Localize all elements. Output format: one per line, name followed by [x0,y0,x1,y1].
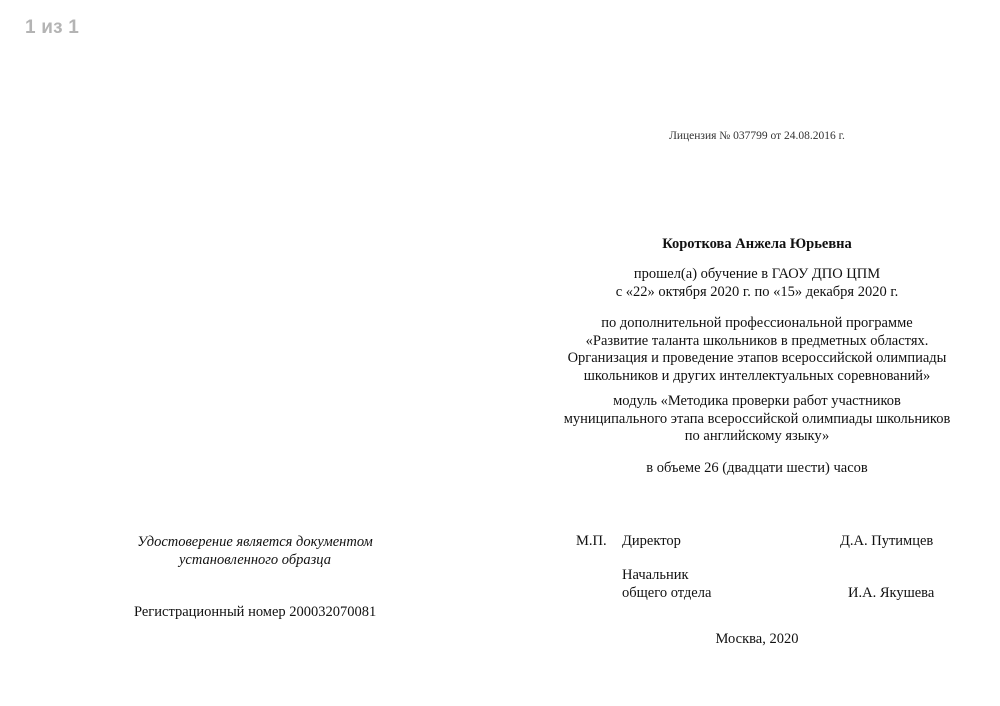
module-line: по английскому языку» [684,428,830,444]
city-year: Москва, 2020 [715,631,799,647]
module-line: муниципального этапа всероссийской олимпиады школьников [563,410,951,427]
recipient-name: Короткова Анжела Юрьевна [662,236,852,252]
certificate-note-line: Удостоверение является документом [137,534,373,550]
training-dates-line: с «22» октября 2020 г. по «15» декабря 2020 г. [615,283,899,300]
program-info [560,315,954,385]
training-info [560,266,954,301]
hours-volume: в объеме 26 (двадцати шести) часов [646,460,868,476]
page-counter: 1 из 1 [25,17,80,38]
director-title: Директор [622,533,681,549]
head-of-department-title [622,567,711,602]
program-line: школьников и других интеллектуальных соревнований» [583,367,931,384]
certificate-note [120,533,390,569]
certificate-note-line: установленного образца [179,552,331,568]
director-name: Д.А. Путимцев [840,533,934,549]
stamp-label: М.П. [576,533,607,549]
module-line: модуль «Методика проверки работ участников [613,393,901,409]
registration-number: Регистрационный номер 200032070081 [134,604,377,620]
module-info [560,393,954,446]
training-line: прошел(а) обучение в ГАОУ ДПО ЦПМ [633,266,881,282]
license-text: Лицензия № 037799 от 24.08.2016 г. [669,130,845,142]
program-line: Организация и проведение этапов всероссийской олимпиады [567,350,947,366]
head-of-department-name: И.А. Якушева [848,585,935,601]
program-line: по дополнительной профессиональной программе [601,315,913,331]
head-title-line: общего отдела [622,584,712,601]
head-title-line: Начальник [622,567,689,583]
program-line: «Развитие таланта школьников в предметных областях. [585,332,929,349]
